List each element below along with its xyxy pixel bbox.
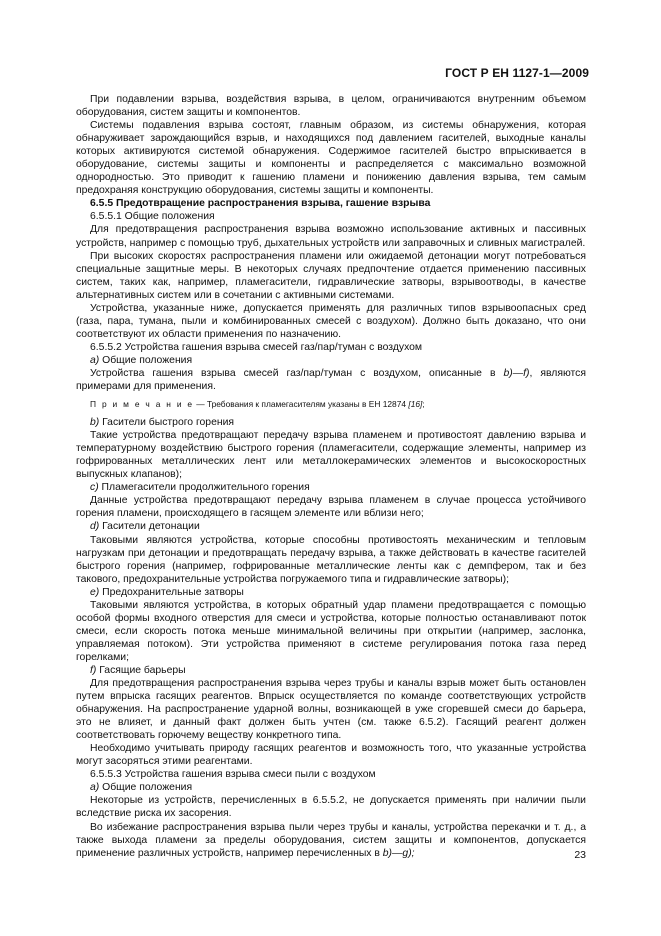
paragraph: Данные устройства предотвращают передачу взрыва пламенем в случае процесса устойчивого горения пламени, происходящего в гасящем элементе или вблизи него; xyxy=(76,495,586,520)
paragraph: При подавлении взрыва, воздействия взрыва, в целом, ограничиваются внутренним объемом оборудования, систем защиты и компонентов. xyxy=(76,94,586,119)
list-marker: e) xyxy=(90,586,100,598)
list-item-heading: f) Гасящие барьеры xyxy=(90,664,186,676)
list-marker: f) xyxy=(90,664,97,676)
list-item-heading: a) Общие положения xyxy=(90,354,193,366)
subsection-heading-6-5-5-3: 6.5.5.3 Устройства гашения взрыва смеси пыли с воздухом xyxy=(90,769,376,781)
document-header: ГОСТ Р ЕН 1127-1—2009 xyxy=(445,66,589,80)
list-item-heading: c) Пламегасители продолжительного горения xyxy=(90,482,310,494)
subsection-heading-6-5-5-2: 6.5.5.2 Устройства гашения взрыва смесей газ/пар/туман с воздухом xyxy=(90,341,423,353)
paragraph: Необходимо учитывать природу гасящих реагентов и возможность того, что указанные устройства могут засоряться этими реагентами. xyxy=(76,743,586,768)
paragraph: Такие устройства предотвращают передачу взрыва пламенем и противостоят давлению взрыва и температурному воздействию быстрого горения (пламегасители, содержащие элементы, например из гофрированных металлических лент или металлокерамических элементов и высокоскоростных выпускных клапанов); xyxy=(76,430,586,481)
paragraph: Во избежание распространения взрыва пыли через трубы и каналы, устройства перекачки и т. д., а также выхода пламени за пределы оборудования, систем защиты и компонентов, допускается применение различных устройств, например перечисленных в b)—g); xyxy=(76,821,586,859)
list-item-heading: d) Гасители детонации xyxy=(90,521,200,533)
subsection-heading-6-5-5-1: 6.5.5.1 Общие положения xyxy=(90,211,215,223)
paragraph: Системы подавления взрыва состоят, главным образом, из системы обнаружения, которая обнаруживает зарождающийся взрыв, и находящихся под давлением гасителей, выходные каналы которых активируются системой обнаружения. Содержимое гасителей быстро впрыскивается в оборудование, системы защиты и компоненты и распределяется с максимально возможной однородностью. Это приводит к гашению пламени и понижению давления взрыва, тем самым предохраняя конструкцию оборудования, системы защиты и компоненты. xyxy=(76,120,586,197)
list-marker: a) xyxy=(90,354,100,366)
paragraph: Таковыми являются устройства, в которых обратный удар пламени предотвращается с помощью особой формы входного отверстия для смеси и устройства, которые полностью останавливают поток смеси, если скорость потока меньше минимальной величины при открытии (например, заслонка, управляемая потоком). Эти устройства применяют в системе регулирования потока газа перед горелками; xyxy=(76,599,586,663)
list-item-heading: a) Общие положения xyxy=(90,782,193,794)
list-marker: b) xyxy=(90,417,100,429)
paragraph: Устройства, указанные ниже, допускается применять для различных типов взрывоопасных сред (газа, пара, тумана, пыли и комбинированных смесей с воздухом). Должно быть доказано, что они соответствуют их области применения по назначению. xyxy=(76,302,586,340)
list-item-heading: e) Предохранительные затворы xyxy=(90,586,244,598)
paragraph: Для предотвращения распространения взрыва возможно использование активных и пассивных устройств, например с помощью труб, дыхательных устройств или заправочных и сливных магистралей. xyxy=(76,224,586,249)
paragraph: Таковыми являются устройства, которые способны противостоять механическим и тепловым нагрузкам при детонации и предотвращать передачу взрыва, а также действовать в качестве гасителей быстрого горения (например, гофрированные металлические ленты как с демпфером, так и без такового, предохранительные устройства погружаемого типа и гидравлические затворы); xyxy=(76,534,586,585)
list-marker: d) xyxy=(90,521,100,533)
list-marker: a) xyxy=(90,782,100,794)
reference: [16] xyxy=(408,399,423,410)
list-item-heading: b) Гасители быстрого горения xyxy=(90,417,235,429)
note-label: П р и м е ч а н и е xyxy=(90,399,194,410)
body-text xyxy=(76,93,586,860)
list-marker: c) xyxy=(90,482,99,494)
paragraph: Для предотвращения распространения взрыва через трубы и каналы взрыв может быть остановлен путем впрыска гасящих реагентов. Впрыск осуществляется по команде соответствующих устройств обнаружения. На распространение ударной волны, возникающей в уже сгоревшей смеси до барьера, это не влияет, и данный факт должен быть учтен (см. также 6.5.2). Гасящий реагент должен соответствовать горючему веществу конкретного типа. xyxy=(76,678,586,742)
paragraph: Устройства гашения взрыва смесей газ/пар/туман с воздухом, описанные в b)—f), являются примерами для применения. xyxy=(76,367,586,393)
paragraph: При высоких скоростях распространения пламени или ожидаемой детонации могут потребоваться специальные защитные меры. В некоторых случаях предпочтение отдается применению пассивных систем, таких как, например, пламегасители, гидравлические затворы, взрывоотводы, в качестве альтернативных систем или в сочетании с активными системами. xyxy=(76,250,586,301)
note: П р и м е ч а н и е — Требования к пламегасителям указаны в ЕН 12874 [16]; xyxy=(90,399,425,410)
paragraph: Некоторые из устройств, перечисленных в 6.5.5.2, не допускается применять при наличии пыли вследствие риска их засорения. xyxy=(76,795,586,820)
page-number: 23 xyxy=(574,849,586,861)
section-heading-6-5-5: 6.5.5 Предотвращение распространения взрыва, гашение взрыва xyxy=(90,198,431,210)
